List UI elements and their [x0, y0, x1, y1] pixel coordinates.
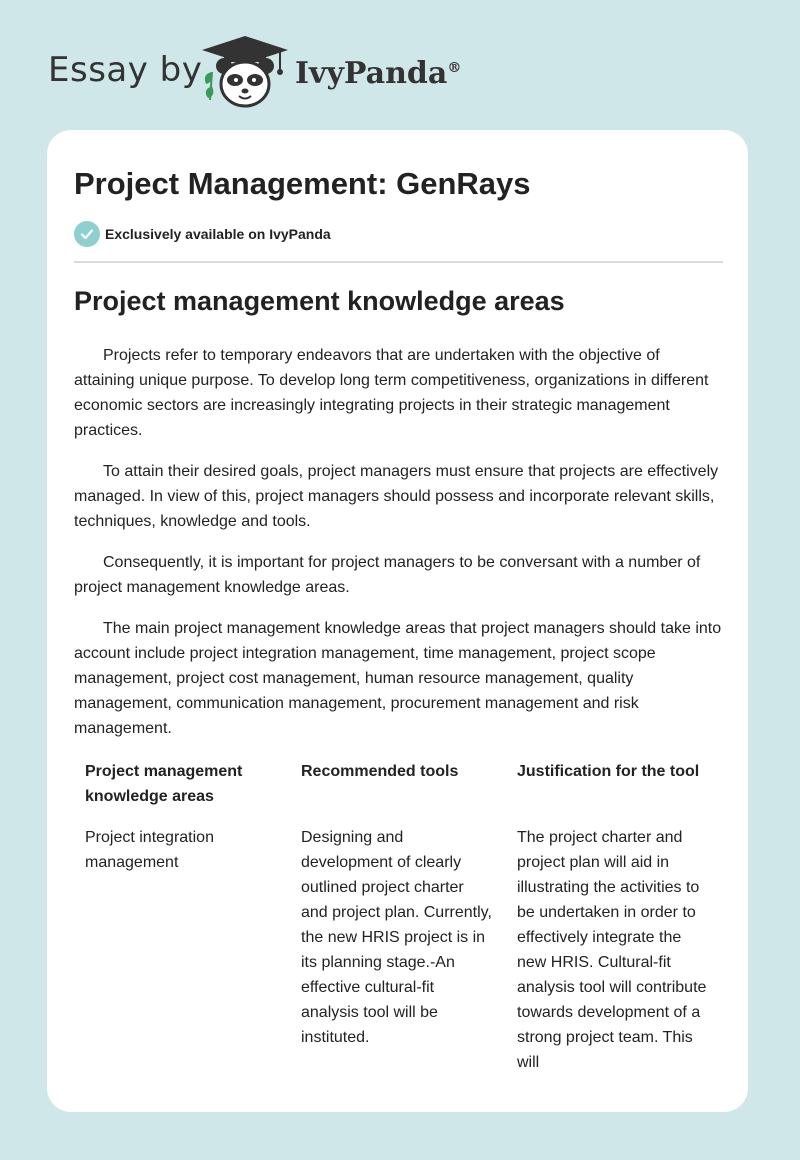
check-icon	[74, 221, 100, 247]
table-cell: Designing and development of clearly outlined project charter and project plan. Currently, the new HRIS project is in its planning stage.-An effective cultural-fit analysis tool will be instituted.	[301, 829, 492, 1046]
knowledge-areas-table	[74, 759, 723, 1075]
brand-name[interactable]	[295, 56, 461, 91]
page-title: Project Management: GenRays	[74, 166, 531, 201]
section-title: Project management knowledge areas	[74, 286, 565, 316]
paragraph: To attain their desired goals, project managers must ensure that projects are effectively managed. In view of this, project managers should possess and incorporate relevant skills, techniques, knowledge and tools.	[74, 463, 719, 530]
article-body	[74, 343, 723, 757]
essay-card	[47, 130, 748, 1112]
paragraph: The main project management knowledge areas that project managers should take into account include project integration management, time management, project scope management, project cost management, human resource management, quality management, communication management, procurement management and risk management.	[74, 620, 722, 737]
paragraph: Consequently, it is important for project managers to be conversant with a number of project management knowledge areas.	[74, 554, 701, 596]
panda-logo-icon[interactable]	[200, 34, 290, 114]
exclusive-label: Exclusively available on IvyPanda	[105, 226, 331, 242]
brand-name-text: IvyPanda	[295, 56, 448, 91]
table-cell: The project charter and project plan will aid in illustrating the activities to be undertaken in order to effectively integrate the new HRIS. Cultural-fit analysis tool will contribute towards development of a strong project team. This will	[517, 829, 707, 1071]
table-header-cell: Recommended tools	[301, 763, 459, 780]
table-header-row	[74, 759, 723, 809]
divider	[74, 261, 723, 263]
table-row	[74, 825, 723, 1075]
paragraph: Projects refer to temporary endeavors that are undertaken with the objective of attaining unique purpose. To develop long term competitiveness, organizations in different economic sectors are increasingly integrating projects in their strategic management practices.	[74, 347, 709, 439]
exclusive-badge	[74, 221, 331, 247]
table-header-cell: Justification for the tool	[517, 763, 700, 780]
essay-by-label: Essay by	[48, 50, 203, 90]
site-header	[0, 0, 800, 130]
table-header-cell: Project management knowledge areas	[85, 763, 243, 805]
table-cell: Project integration management	[85, 829, 214, 871]
registered-mark: ®	[447, 60, 462, 76]
